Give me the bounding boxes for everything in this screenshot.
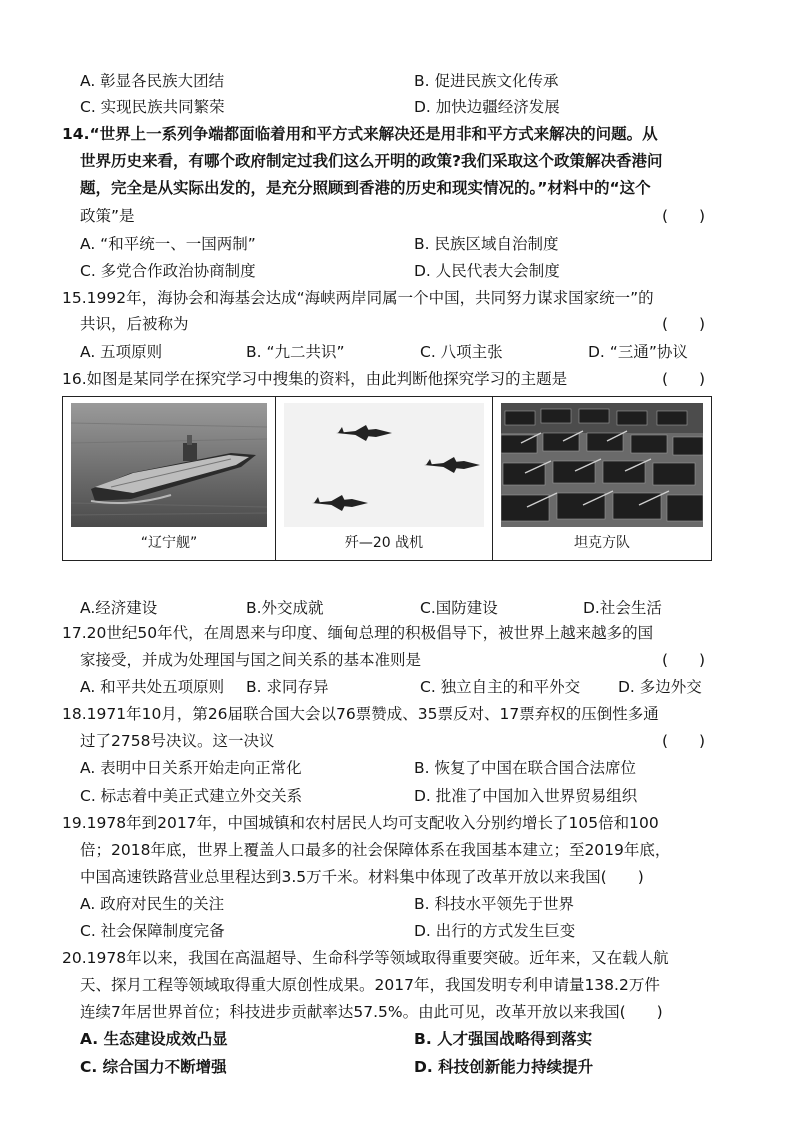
q16-option-b: B.外交成就 xyxy=(246,599,324,617)
q13-option-b: B. 促进民族文化传承 xyxy=(414,72,559,90)
q17-stem-line-1: 17.20世纪50年代，在周恩来与印度、缅甸总理的积极倡导下，被世界上越来越多的国 xyxy=(62,624,654,642)
q14-option-c: C. 多党合作政治协商制度 xyxy=(80,262,256,280)
q15-stem-line-1: 15.1992年，海协会和海基会达成“海峡两岸同属一个中国，共同努力谋求国家统一”的 xyxy=(62,289,654,307)
q18-stem-line-1: 18.1971年10月，第26届联合国大会以76票赞成、35票反对、17票弃权的压倒性多通 xyxy=(62,705,659,723)
q15-answer-paren: ( ) xyxy=(662,315,706,333)
q15-option-b: B. “九二共识” xyxy=(246,343,345,361)
q20-stem-line-1: 20.1978年以来，我国在高温超导、生命科学等领域取得重要突破。近年来，又在载人航 xyxy=(62,949,669,967)
q18-answer-paren: ( ) xyxy=(662,732,706,750)
caption-jets: 歼—20 战机 xyxy=(344,535,424,551)
q17-option-a: A. 和平共处五项原则 xyxy=(80,678,225,696)
q16-figure xyxy=(62,396,712,561)
q17-stem-line-2: 家接受，并成为处理国与国之间关系的基本准则是 xyxy=(80,651,422,669)
q15-option-d: D. “三通”协议 xyxy=(588,343,688,361)
q14-stem-line-3: 题，完全是从实际出发的，是充分照顾到香港的历史和现实情况的。”材料中的“这个 xyxy=(80,179,651,197)
q16-option-a: A.经济建设 xyxy=(80,599,158,617)
q14-option-d: D. 人民代表大会制度 xyxy=(414,262,560,280)
q19-option-a: A. 政府对民生的关注 xyxy=(80,895,225,913)
q16-stem: 16.如图是某同学在探究学习中搜集的资料，由此判断他探究学习的主题是 xyxy=(62,370,568,388)
q13-option-d: D. 加快边疆经济发展 xyxy=(414,98,560,116)
q18-option-c: C. 标志着中美正式建立外交关系 xyxy=(80,787,303,805)
q14-answer-paren: ( ) xyxy=(662,207,706,225)
q13-option-a: A. 彰显各民族大团结 xyxy=(80,72,225,90)
jets-photo xyxy=(284,403,484,527)
q19-option-c: C. 社会保障制度完备 xyxy=(80,922,225,940)
q20-option-d: D. 科技创新能力持续提升 xyxy=(414,1058,594,1076)
q18-option-d: D. 批准了中国加入世界贸易组织 xyxy=(414,787,638,805)
figure-panel-tanks xyxy=(493,397,711,560)
q17-option-b: B. 求同存异 xyxy=(246,678,329,696)
figure-panel-jets xyxy=(276,397,493,560)
q19-stem-line-1: 19.1978年到2017年，中国城镇和农村居民人均可支配收入分别约增长了105倍和100 xyxy=(62,814,659,832)
q15-option-a: A. 五项原则 xyxy=(80,343,163,361)
carrier-photo xyxy=(71,403,267,527)
q14-option-a: A. “和平统一、一国两制” xyxy=(80,235,256,253)
q13-option-c: C. 实现民族共同繁荣 xyxy=(80,98,225,116)
q17-option-d: D. 多边外交 xyxy=(618,678,702,696)
q15-option-c: C. 八项主张 xyxy=(420,343,503,361)
q14-stem-line-1: 14.“世界上一系列争端都面临着用和平方式来解决还是用非和平方式来解决的问题。从 xyxy=(62,125,658,143)
q14-option-b: B. 民族区域自治制度 xyxy=(414,235,559,253)
q19-option-b: B. 科技水平领先于世界 xyxy=(414,895,574,913)
q15-stem-line-2: 共识，后被称为 xyxy=(80,315,189,333)
q20-option-c: C. 综合国力不断增强 xyxy=(80,1058,227,1076)
q18-option-b: B. 恢复了中国在联合国合法席位 xyxy=(414,759,636,777)
caption-tanks: 坦克方队 xyxy=(574,535,630,551)
q19-stem-line-3: 中国高速铁路营业总里程达到3.5万千米。材料集中体现了改革开放以来我国( ) xyxy=(80,868,644,886)
q18-stem-line-2: 过了2758号决议。这一决议 xyxy=(80,732,275,750)
q19-option-d: D. 出行的方式发生巨变 xyxy=(414,922,576,940)
caption-carrier: “辽宁舰” xyxy=(140,535,198,551)
q16-option-d: D.社会生活 xyxy=(583,599,662,617)
q14-stem-line-2: 世界历史来看，有哪个政府制定过我们这么开明的政策?我们采取这个政策解决香港问 xyxy=(80,152,663,170)
q16-answer-paren: ( ) xyxy=(662,370,706,388)
q17-answer-paren: ( ) xyxy=(662,651,706,669)
q17-option-c: C. 独立自主的和平外交 xyxy=(420,678,581,696)
q20-option-b: B. 人才强国战略得到落实 xyxy=(414,1030,593,1048)
q20-stem-line-3: 连续7年居世界首位；科技进步贡献率达57.5%。由此可见，改革开放以来我国( ) xyxy=(80,1003,663,1021)
figure-panel-carrier xyxy=(63,397,276,560)
q20-option-a: A. 生态建设成效凸显 xyxy=(80,1030,228,1048)
q20-stem-line-2: 天、探月工程等领域取得重大原创性成果。2017年，我国发明专利申请量138.2万件 xyxy=(80,976,660,994)
q19-stem-line-2: 倍；2018年底，世界上覆盖人口最多的社会保障体系在我国基本建立；至2019年底， xyxy=(80,841,671,859)
q14-stem-line-4: 政策”是 xyxy=(80,207,135,225)
q18-option-a: A. 表明中日关系开始走向正常化 xyxy=(80,759,302,777)
q16-option-c: C.国防建设 xyxy=(420,599,498,617)
tanks-photo xyxy=(501,403,703,527)
